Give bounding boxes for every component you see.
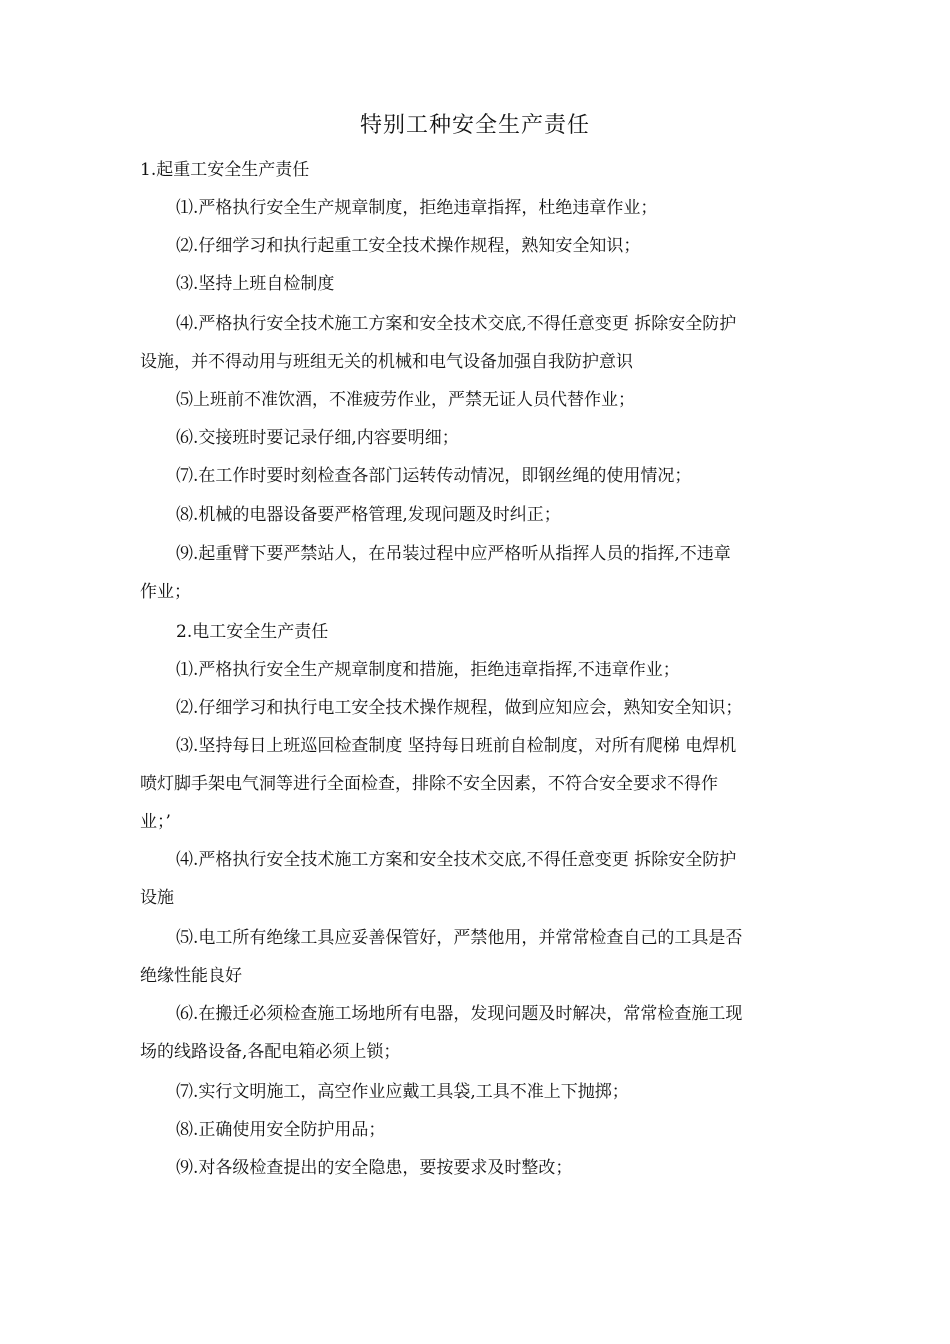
crane-item-6: ⑹.交接班时要记录仔细,内容要明细； [176, 428, 459, 448]
document-title: 特别工种安全生产责任 [359, 113, 590, 138]
crane-item-8: ⑻.机械的电器设备要严格管理,发现问题及时纠正； [176, 505, 561, 525]
electrician-item-5: ⑸.电工所有绝缘工具应妥善保管好，严禁他用，并常常检查自己的工具是否 [176, 928, 743, 948]
crane-item-3: ⑶.坚持上班自检制度 [176, 274, 335, 294]
electrician-item-3: ⑶.坚持每日上班巡回检查制度 坚持每日班前自检制度，对所有爬梯 电焊机 [176, 736, 737, 756]
section-heading-crane: 1.起重工安全生产责任 [140, 160, 310, 180]
electrician-item-5-cont: 绝缘性能良好 [140, 966, 242, 986]
electrician-item-7: ⑺.实行文明施工，高空作业应戴工具袋,工具不准上下抛掷； [176, 1082, 629, 1102]
electrician-item-6-cont: 场的线路设备,各配电箱必须上锁； [140, 1042, 401, 1062]
crane-item-9: ⑼.起重臂下要严禁站人，在吊装过程中应严格听从指挥人员的指挥,不违章 [176, 544, 731, 564]
section-heading-electrician: 2.电工安全生产责任 [176, 622, 329, 642]
electrician-item-6: ⑹.在搬迁必须检查施工场地所有电器，发现问题及时解决，常常检查施工现 [176, 1004, 743, 1024]
electrician-item-2: ⑵.仔细学习和执行电工安全技术操作规程，做到应知应会，熟知安全知识； [176, 698, 743, 718]
crane-item-7: ⑺.在工作时要时刻检查各部门运转传动情况，即钢丝绳的使用情况； [176, 466, 692, 486]
crane-item-2: ⑵.仔细学习和执行起重工安全技术操作规程，熟知安全知识； [176, 236, 641, 256]
electrician-item-3-cont-2: 业；’ [140, 812, 171, 832]
crane-item-5: ⑸上班前不准饮酒，不准疲劳作业，严禁无证人员代替作业； [176, 390, 635, 410]
crane-item-9-cont: 作业； [140, 582, 191, 602]
crane-item-4-cont: 设施，并不得动用与班组无关的机械和电气设备加强自我防护意识 [140, 352, 633, 372]
electrician-item-8: ⑻.正确使用安全防护用品； [176, 1120, 386, 1140]
electrician-item-1: ⑴.严格执行安全生产规章制度和措施，拒绝违章指挥,不违章作业； [176, 660, 680, 680]
electrician-item-3-cont-1: 喷灯脚手架电气洞等进行全面检查，排除不安全因素，不符合安全要求不得作 [140, 774, 718, 794]
crane-item-4: ⑷.严格执行安全技术施工方案和安全技术交底,不得任意变更 拆除安全防护 [176, 314, 737, 334]
electrician-item-4-cont: 设施 [140, 888, 174, 908]
crane-item-1: ⑴.严格执行安全生产规章制度，拒绝违章指挥，杜绝违章作业； [176, 198, 658, 218]
electrician-item-4: ⑷.严格执行安全技术施工方案和安全技术交底,不得任意变更 拆除安全防护 [176, 850, 737, 870]
electrician-item-9: ⑼.对各级检查提出的安全隐患，要按要求及时整改； [176, 1158, 573, 1178]
